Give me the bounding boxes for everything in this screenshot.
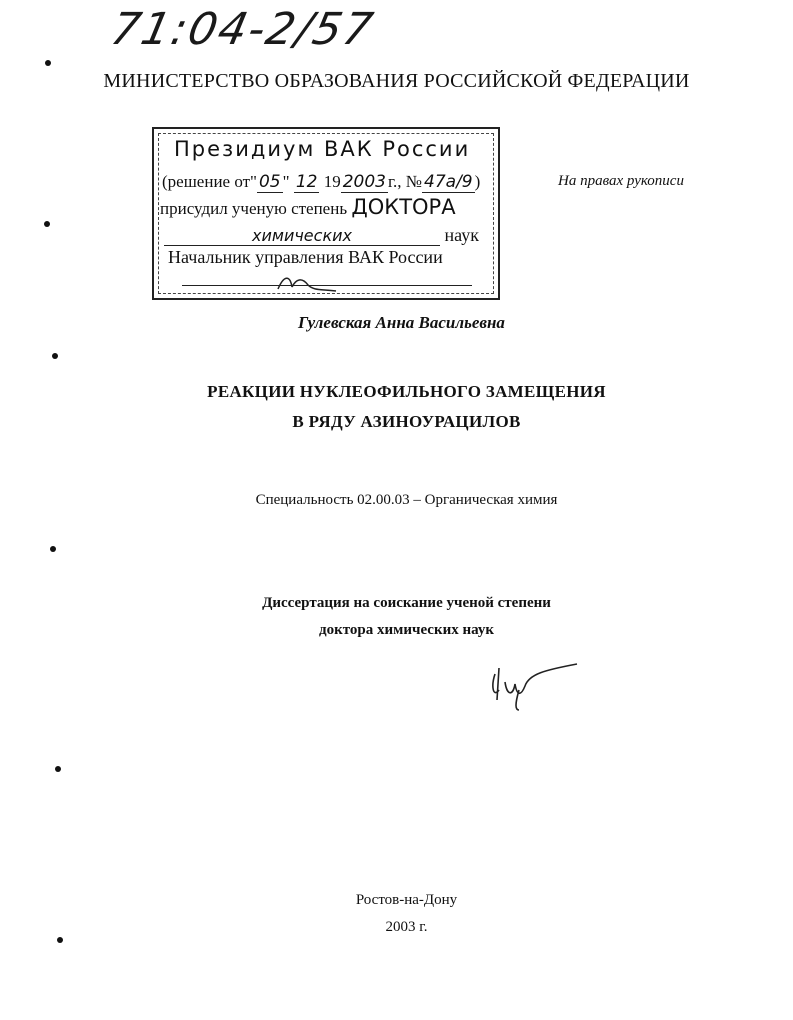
margin-dot: [52, 353, 58, 359]
margin-dot: [45, 60, 51, 66]
stamp-signature: [274, 271, 344, 295]
margin-dot: [50, 546, 56, 552]
specialty: Специальность 02.00.03 – Органическая химия: [255, 492, 558, 508]
field-suffix: наук: [444, 225, 479, 245]
number-prefix: г., №: [387, 172, 423, 191]
stamp-decision: (решение от" 05 " 12 19 2003 г., № 47a/9 ): [162, 172, 481, 192]
dissertation-line-2: доктора химических наук: [318, 622, 494, 638]
manuscript-note: На правах рукописи: [558, 173, 684, 189]
awarded-text: присудил ученую степень: [160, 199, 348, 218]
ministry-heading: МИНИСТЕРСТВО ОБРАЗОВАНИЯ РОССИЙСКОЙ ФЕДЕРАЦИИ: [103, 70, 690, 92]
decision-day: 05: [258, 172, 281, 192]
year: 2003 г.: [385, 919, 428, 935]
archive-number: 71:04-2/57: [106, 4, 379, 55]
decision-prefix: (решение от": [162, 172, 257, 191]
author-name: Гулевская Анна Васильевна: [298, 313, 505, 332]
dissertation-line-1: Диссертация на соискание ученой степени: [262, 595, 551, 611]
field-handwritten: химических: [164, 226, 440, 246]
stamp-head: Начальник управления ВАК России: [168, 247, 443, 267]
vak-stamp: [152, 127, 500, 300]
thesis-title-line-2: В РЯДУ АЗИНОУРАЦИЛОВ: [292, 412, 521, 431]
year-prefix: 19: [323, 172, 341, 191]
city: Ростов-на-Дону: [355, 892, 458, 908]
stamp-field: [164, 225, 482, 246]
stamp-title: Президиум ВАК России: [174, 137, 471, 161]
decision-month: 12: [295, 172, 318, 192]
decision-year: 2003: [342, 172, 386, 192]
decision-number: 47a/9: [424, 172, 473, 192]
author-signature: [485, 660, 585, 716]
degree-text: ДОКТОРА: [351, 195, 456, 219]
margin-dot: [55, 766, 61, 772]
thesis-title-line-1: РЕАКЦИИ НУКЛЕОФИЛЬНОГО ЗАМЕЩЕНИЯ: [207, 382, 606, 401]
stamp-awarded: [160, 195, 456, 219]
margin-dot: [44, 221, 50, 227]
margin-dot: [57, 937, 63, 943]
